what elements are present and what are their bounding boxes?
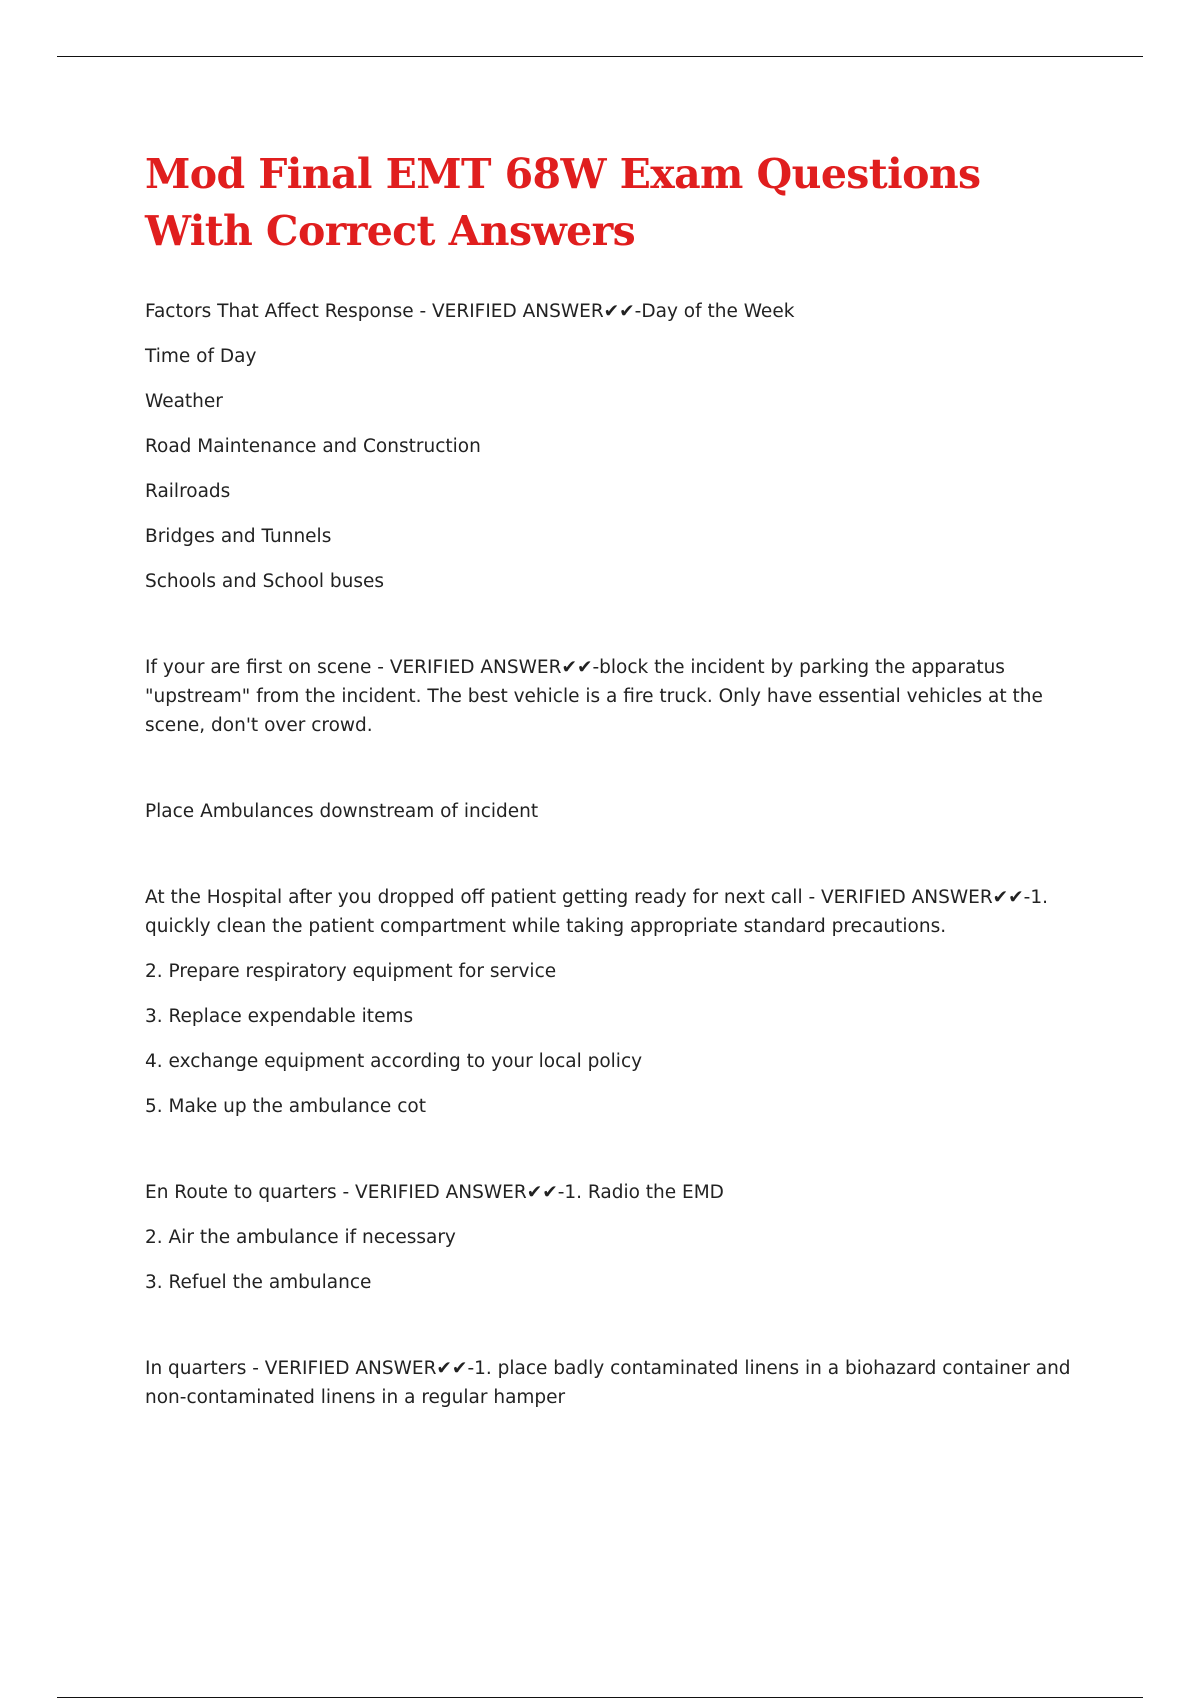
answer-line: 3. Refuel the ambulance [145,1272,372,1293]
question-text: If your are first on scene [145,657,372,678]
question-text: In quarters [145,1358,247,1379]
document-title: Mod Final EMT 68W Exam Questions With Correct Answers [145,150,981,255]
verified-answer-tag: - VERIFIED ANSWER✔✔- [336,1182,565,1203]
header-rule [57,56,1143,57]
question-text: En Route to quarters [145,1182,337,1203]
qa-question-line [145,653,1075,740]
answer-line: Weather [145,391,223,412]
plain-paragraph: Place Ambulances downstream of incident [145,801,539,822]
qa-block [145,297,1075,596]
answer-line: 4. exchange equipment according to your local policy [145,1051,643,1072]
qa-question-line [145,297,1075,326]
answer-line: 3. Replace expendable items [145,1006,414,1027]
qa-question-line [145,883,1075,941]
qa-block [145,1354,1075,1412]
qa-question-line [145,1178,1075,1207]
answer-line: Time of Day [145,346,257,367]
footer-rule [57,1697,1143,1698]
question-text: At the Hospital after you dropped off patient getting ready for next call [145,887,803,908]
verified-answer-tag: - VERIFIED ANSWER✔✔- [802,887,1031,908]
verified-answer-tag: - VERIFIED ANSWER✔✔- [246,1358,475,1379]
answer-text: Day of the Week [641,301,795,322]
qa-question-line [145,1354,1075,1412]
answer-line: 5. Make up the ambulance cot [145,1096,426,1117]
qa-block [145,1178,1075,1297]
qa-block [145,797,1075,826]
qa-block [145,653,1075,740]
answer-text: 1. quickly clean the patient compartment while taking appropriate standard precautions. [145,887,1049,937]
verified-answer-tag: - VERIFIED ANSWER✔✔- [371,657,600,678]
qa-block [145,883,1075,1121]
answer-line: 2. Prepare respiratory equipment for service [145,961,557,982]
answer-text: block the incident by parking the apparatus "upstream" from the incident. The best vehicle is a fire truck. Only have essential vehicles at the scene, don't over crowd. [145,657,1043,736]
answer-text: 1. Radio the EMD [564,1182,724,1203]
answer-line: Road Maintenance and Construction [145,436,481,457]
document-body [145,146,1075,1412]
question-text: Factors That Affect Response [145,301,414,322]
verified-answer-tag: - VERIFIED ANSWER✔✔- [413,301,642,322]
answer-text: 1. place badly contaminated linens in a biohazard container and non-contaminated linens in a regular hamper [145,1358,1071,1408]
answer-line: 2. Air the ambulance if necessary [145,1227,456,1248]
answer-line: Railroads [145,481,231,502]
answer-line: Bridges and Tunnels [145,526,332,547]
qa-sections [145,297,1075,1412]
answer-line: Schools and School buses [145,571,385,592]
